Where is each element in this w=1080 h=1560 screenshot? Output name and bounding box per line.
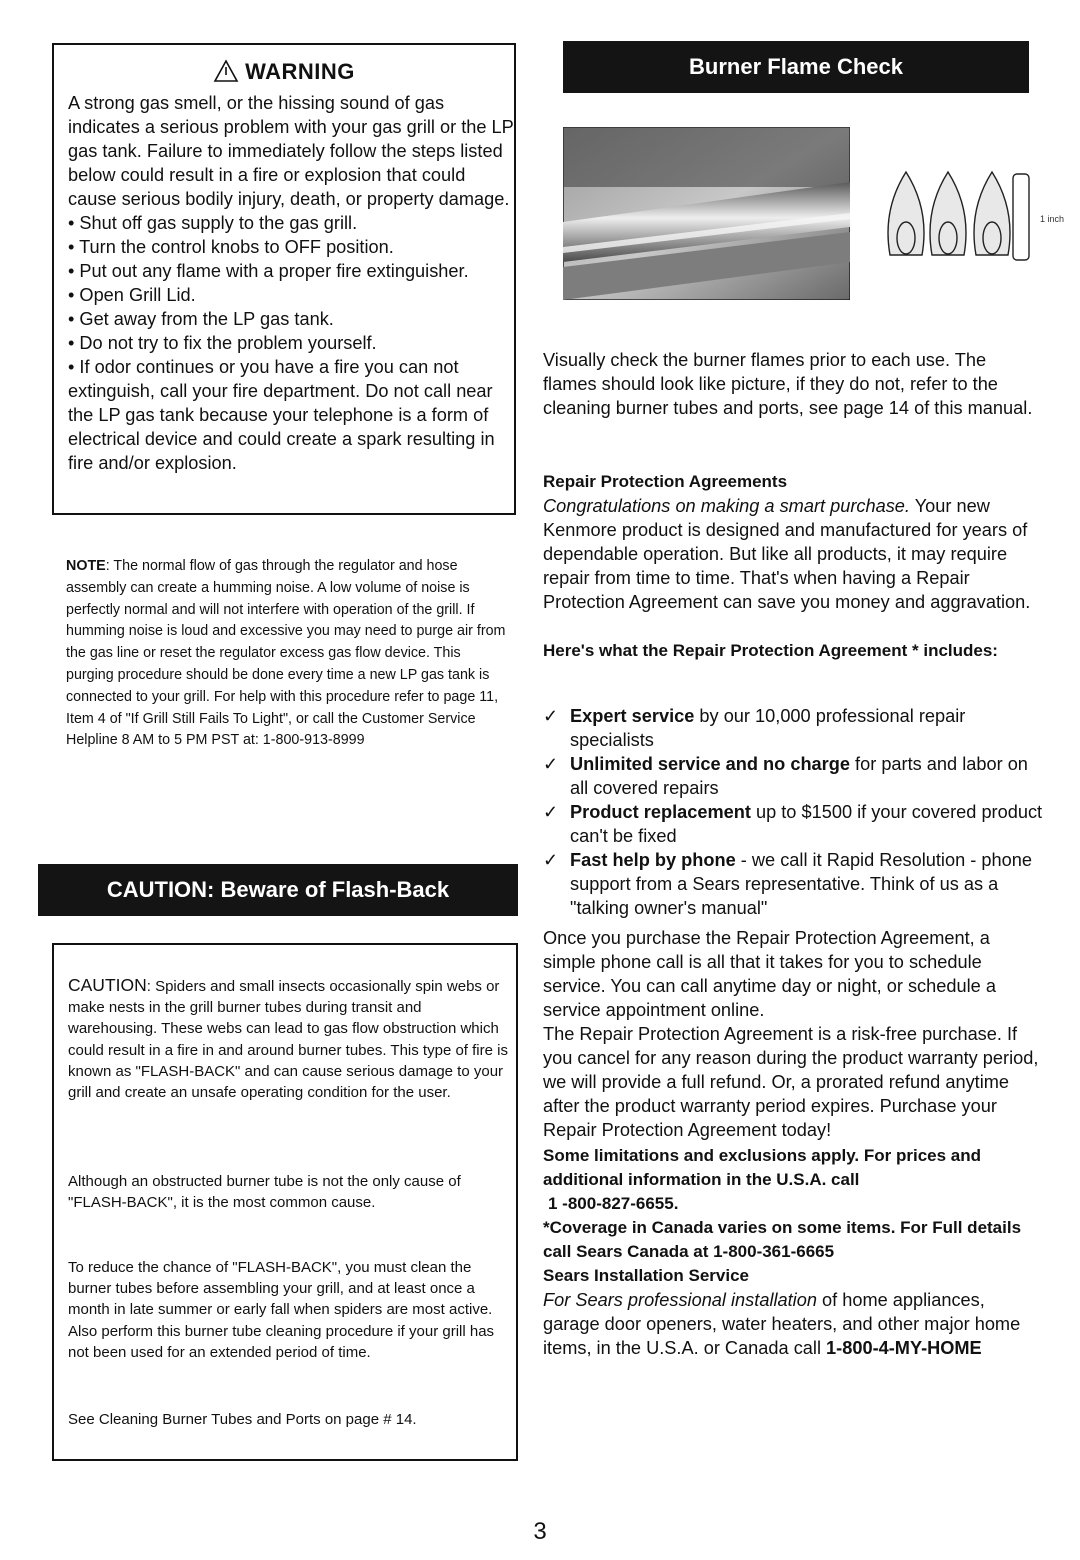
- scale-label: 1 inch: [1040, 214, 1065, 224]
- check-icon: ✓: [543, 754, 559, 774]
- install-paragraph: [543, 1288, 1043, 1360]
- caution-paragraph-4: See Cleaning Burner Tubes and Ports on page # 14.: [68, 1411, 417, 1428]
- warning-box: [52, 43, 516, 515]
- install-phone: 1-800-4-MY-HOME: [826, 1338, 982, 1358]
- repair-once-paragraph: Once you purchase the Repair Protection Agreement, a simple phone call is all that it takes for you to schedule service. You can call anytime day or night, or schedule a service appointment online.: [543, 928, 996, 1020]
- warning-bullet: • Put out any flame with a proper fire extinguisher.: [68, 261, 469, 281]
- note-text: : The normal flow of gas through the regulator and hose assembly can create a humming noise. A low volume of noise is perfectly normal and will not interfere with operation of the grill. If humming noise is loud and excessive you may need to purge air from the gas line or reset the regulator excess gas flow device. This purging procedure should be done every time a new LP gas tank is connected to your grill. For help with this procedure refer to page 11, Item 4 of "If Grill Still Fails To Light", or call the Customer Service Helpline 8 AM to 5 PM PST at: 1-800-913-8999: [66, 558, 506, 749]
- warning-body: [68, 91, 514, 475]
- burner-tube-photo: [563, 127, 850, 300]
- note-paragraph: [66, 556, 506, 752]
- benefit-rest: - we call it Rapid Resolution - phone support from a Sears representative. Think of us as a "talking owner's manual": [570, 850, 1032, 918]
- check-icon: ✓: [543, 802, 559, 822]
- includes-heading: Here's what the Repair Protection Agreement * includes:: [543, 641, 998, 660]
- benefit-rest: up to $1500 if your covered product can't be fixed: [570, 802, 1043, 846]
- install-italic: For Sears professional installation: [543, 1290, 817, 1310]
- benefit-bold: Unlimited service and no charge: [570, 754, 850, 774]
- warning-heading-text: WARNING: [245, 59, 355, 84]
- caution-banner: CAUTION: Beware of Flash-Back: [38, 864, 518, 916]
- warning-bullet: • Do not try to fix the problem yourself.: [68, 333, 377, 353]
- benefit-bold: Expert service: [570, 706, 695, 726]
- caution-box: [52, 943, 518, 1461]
- benefit-text: [570, 848, 1043, 920]
- canada-coverage: *Coverage in Canada varies on some items. For Full details call Sears Canada at 1-800-361-6665: [543, 1218, 1022, 1261]
- benefit-text: [570, 800, 1043, 848]
- repair-riskfree-paragraph: The Repair Protection Agreement is a risk-free purchase. If you cancel for any reason during the product warranty period, we will provide a full refund. Or, a prorated refund anytime after the product warranty period expires. Purchase your Repair Protection Agreement today!: [543, 1024, 1039, 1140]
- install-text: of home appliances, garage door openers, water heaters, and other major home items, in the U.S.A. or Canada call: [543, 1290, 1021, 1358]
- caution-label: CAUTION: [68, 975, 147, 995]
- caution-paragraph-3: To reduce the chance of "FLASH-BACK", you must clean the burner tubes before assembling your grill, and at least once a month in late summer or early fall when spiders are most active. Also perform this burner tube cleaning procedure if your grill has not been used for an extended period of time.: [68, 1259, 495, 1361]
- caution-paragraph-1: [68, 975, 508, 1103]
- benefit-bold: Product replacement: [570, 802, 751, 822]
- warning-bullet: • Turn the control knobs to OFF position.: [68, 237, 394, 257]
- install-heading: Sears Installation Service: [543, 1266, 749, 1285]
- flame-illustration: [880, 160, 1040, 270]
- warning-heading: [54, 59, 514, 85]
- check-icon: ✓: [543, 850, 559, 870]
- warning-bullet: • If odor continues or you have a fire you can not extinguish, call your fire department. Do not call near the LP gas tank because your telephone is a form of electrical device and could create a spark resulting in fire and/or explosion.: [68, 357, 495, 473]
- caution-text: : Spiders and small insects occasionally spin webs or make nests in the grill burner tubes during transit and warehousing. These webs can lead to gas flow obstruction which could result in a fire in and around burner tubes. This type of fire is known as "FLASH-BACK" and can cause serious damage to your grill and create an unsafe operating condition for the user.: [68, 978, 508, 1102]
- page-number: 3: [533, 1518, 547, 1545]
- caution-paragraph-2: Although an obstructed burner tube is not the only cause of "FLASH-BACK", it is the most common cause.: [68, 1173, 461, 1212]
- note-label: NOTE: [66, 558, 106, 574]
- benefit-rest: by our 10,000 professional repair specialists: [570, 706, 966, 750]
- repair-heading: Repair Protection Agreements: [543, 472, 788, 491]
- repair-intro-text: Your new Kenmore product is designed and manufactured for years of dependable operation. But like all products, it may require repair from time to time. That's when having a Repair Protection Agreement can save you money and aggravation.: [543, 496, 1031, 612]
- flame-check-text: Visually check the burner flames prior to each use. The flames should look like picture, if they do not, refer to the cleaning burner tubes and ports, see page 14 of this manual.: [543, 350, 1033, 418]
- warning-bullet: • Shut off gas supply to the gas grill.: [68, 213, 358, 233]
- benefit-rest: for parts and labor on all covered repairs: [570, 754, 1028, 798]
- flame-check-banner: Burner Flame Check: [563, 41, 1029, 93]
- benefit-text: [570, 752, 1043, 800]
- benefit-text: [570, 704, 1043, 752]
- repair-intro-italic: Congratulations on making a smart purchase.: [543, 496, 910, 516]
- benefit-bold: Fast help by phone: [570, 850, 736, 870]
- repair-intro: [543, 494, 1043, 614]
- check-icon: ✓: [543, 706, 559, 726]
- warning-bullet: • Get away from the LP gas tank.: [68, 309, 334, 329]
- repair-phone-us: 1 -800-827-6655.: [548, 1194, 679, 1213]
- warning-triangle-icon: [213, 59, 239, 83]
- repair-limits: Some limitations and exclusions apply. For prices and additional information in the U.S.A. call: [543, 1146, 982, 1189]
- warning-bullet: • Open Grill Lid.: [68, 285, 196, 305]
- warning-paragraph: A strong gas smell, or the hissing sound of gas indicates a serious problem with your gas grill or the LP gas tank. Failure to immediately follow the steps listed below could result in a fire or explosion that could cause serious bodily injury, death, or property damage.: [68, 93, 514, 209]
